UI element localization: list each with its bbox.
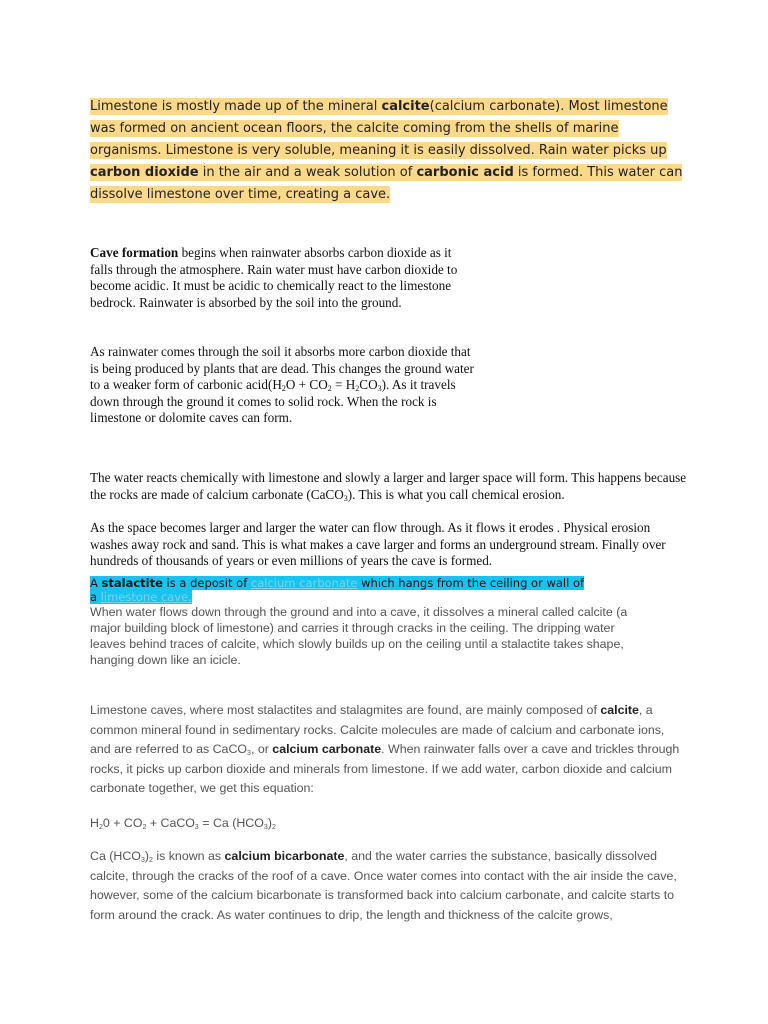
bicarb-text-1: Ca (HCO (90, 849, 141, 863)
subscript: 3 (263, 824, 268, 831)
subscript: 2 (281, 384, 286, 393)
limestone-caves-paragraph (90, 701, 680, 799)
lime-text-2: , a common mineral found in sedimentary rocks. Calcite molecules are made of calcium and carbonate ions, and are referred to as CaCO (90, 703, 665, 756)
reacts-text-1: The water reacts chemically with limestone and slowly a larger and larger space will form. This happens because the rocks are made of calcium carbonate (CaCO (90, 470, 687, 502)
intro-text-4: is formed. This water can dissolve limestone over time, creating a cave. (90, 165, 683, 202)
reacts-text-2: ). This is what you call chemical erosion. (347, 486, 565, 502)
subscript: 2 (98, 824, 103, 831)
term-carbonic-acid: carbonic acid (416, 165, 514, 180)
intro-text-2: (calcium carbonate). Most limestone was formed on ancient ocean floors, the calcite coming from the shells of marine organisms. Limestone is very soluble, meaning it is easily dissolved. Rain water picks up (90, 99, 668, 158)
subscript: 2 (355, 384, 360, 393)
stalactite-text-1: A (90, 576, 102, 590)
subscript: 2 (149, 857, 153, 864)
stalactite-text-2: is a deposit of (162, 576, 251, 590)
term-calcite: calcite (381, 99, 430, 114)
subscript: 3 (247, 750, 251, 757)
rainwater-paragraph (90, 344, 474, 427)
eq-part: = Ca (HCO (198, 816, 264, 830)
bicarb-text-2: ) (144, 849, 149, 863)
cave-formation-title: Cave formation (90, 245, 179, 260)
term-stalactite: stalactite (101, 576, 163, 590)
calcium-carbonate-link[interactable]: calcium carbonate (250, 576, 358, 590)
intro-text-3: in the air and a weak solution of (198, 165, 417, 180)
lime-text-4: . When rainwater falls over a cave and trickles through rocks, it picks up carbon dioxide and minerals from limestone. If we add water, carbon dioxide and calcium carbonate together, we get this equation: (90, 742, 680, 795)
eq-part: 0 + CO (102, 816, 143, 830)
rainwater-text-5: ). As it travels down through the ground it comes to solid rock. When the rock is limestone or dolomite caves can form. (90, 377, 456, 425)
term-calcite-2: calcite (600, 703, 639, 717)
subscript: 3 (194, 824, 199, 831)
eq-part: H (90, 816, 99, 830)
calcium-bicarbonate-paragraph (90, 847, 680, 925)
subscript: 2 (271, 824, 276, 831)
rainwater-text-1: As rainwater comes through the soil it absorbs more carbon dioxide that is being produced by plants that are dead. This changes the ground water to a weaker form of carbonic acid(H (90, 344, 474, 392)
intro-highlight (90, 98, 682, 203)
stalactite-highlight (90, 576, 584, 604)
eq-part: ) (267, 816, 272, 830)
lime-text-3: , or (250, 742, 273, 756)
term-calcium-carbonate: calcium carbonate (272, 742, 382, 756)
chemical-equation (90, 814, 490, 834)
physical-erosion-paragraph: As the space becomes larger and larger the water can flow through. As it flows it erodes . Physical erosion washes away rock and sand. This is what makes a cave larger and forms an underground stream. Finally over hundreds of thousands of years or even millions of years the cave is formed. (90, 520, 666, 568)
rainwater-text-4: CO (359, 377, 378, 392)
subscript: 3 (377, 384, 382, 393)
intro-paragraph (90, 96, 690, 206)
subscript: 3 (343, 493, 348, 503)
term-carbon-dioxide: carbon dioxide (90, 165, 199, 180)
chemical-erosion-paragraph (90, 470, 690, 503)
stalactite-formation-paragraph: When water flows down through the ground and into a cave, it dissolves a mineral called calcite (a major building block of limestone) and carries it through cracks in the ceiling. The dripping water leaves behind traces of calcite, which slowly builds up on the ceiling until a stalactite takes shape, hanging down like an icicle. (90, 605, 628, 667)
term-calcium-bicarbonate: calcium bicarbonate (224, 849, 345, 863)
subscript: 3 (140, 857, 145, 864)
stalactite-text-3: which hangs from the ceiling or wall of a (90, 576, 585, 604)
stalactite-definition (90, 576, 590, 604)
eq-part: + CaCO (146, 816, 195, 830)
lime-text-1: Limestone caves, where most stalactites and stalagmites are found, are mainly composed of (90, 703, 601, 717)
intro-text-1: Limestone is mostly made up of the mineral (90, 99, 382, 114)
subscript: 2 (327, 384, 332, 393)
bicarb-text-4: , and the water carries the substance, basically dissolved calcite, through the cracks of the roof of a cave. Once water comes into contact with the air inside the cave, however, some of the calcium bicarbonate is transformed back into calcium carbonate, and calcite starts to form around the crack. As water continues to drip, the length and thickness of the calcite grows, (90, 849, 677, 922)
subscript: 2 (142, 824, 147, 831)
rainwater-text-2: O + CO (285, 377, 328, 392)
cave-formation-paragraph (90, 245, 474, 311)
limestone-cave-link[interactable]: limestone cave. (100, 590, 192, 604)
cave-formation-text: begins when rainwater absorbs carbon dioxide as it falls through the atmosphere. Rain water must have carbon dioxide to become acidic. It must be acidic to chemically react to the limestone bedrock. Rainwater is absorbed by the soil into the ground. (90, 245, 458, 310)
bicarb-text-3: is known as (152, 849, 225, 863)
rainwater-text-3: = H (331, 377, 356, 392)
